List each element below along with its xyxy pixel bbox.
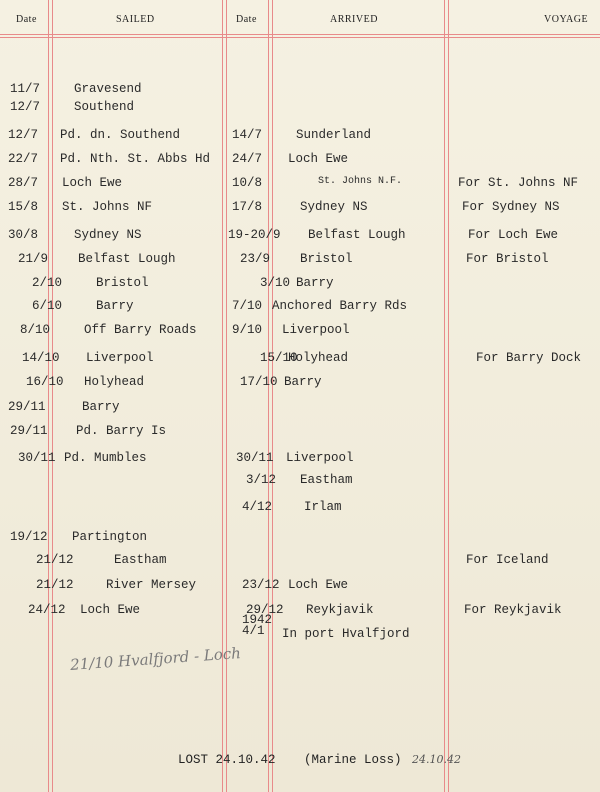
- arrived-date: 29/12: [246, 603, 284, 617]
- header-rule: [0, 37, 600, 38]
- handwritten-note: 21/10 Hvalfjord - Loch: [69, 644, 242, 674]
- lost-stamp: LOST 24.10.42: [178, 753, 276, 767]
- sailed-date: 16/10: [26, 375, 64, 389]
- sailed-place: St. Johns NF: [62, 200, 153, 214]
- sailed-place: Pd. dn. Southend: [60, 128, 181, 142]
- arrived-place: Reykjavik: [306, 603, 374, 617]
- marine-loss-label: (Marine Loss): [304, 753, 402, 767]
- arrived-place: Liverpool: [286, 451, 354, 465]
- rule-line: [444, 0, 445, 792]
- voyage-note: For Loch Ewe: [468, 228, 559, 242]
- header-sailed: SAILED: [116, 14, 155, 25]
- rule-line: [52, 0, 53, 792]
- sailed-place: Bristol: [96, 276, 149, 290]
- rule-line: [268, 0, 269, 792]
- arrived-date: 3/12: [246, 473, 277, 487]
- arrived-place: Sydney NS: [300, 200, 368, 214]
- voyage-note: For Sydney NS: [462, 200, 560, 214]
- arrived-place: Bristol: [300, 252, 353, 266]
- sailed-date: 6/10: [32, 299, 63, 313]
- arrived-date: 1942 4/1: [242, 613, 273, 638]
- sailed-place: Loch Ewe: [80, 603, 141, 617]
- sailed-place: Gravesend: [74, 82, 142, 96]
- sailed-date: 29/11: [10, 424, 48, 438]
- sailed-date: 12/7: [10, 100, 41, 114]
- sailed-date: 12/7: [8, 128, 39, 142]
- sailed-place: Sydney NS: [74, 228, 142, 242]
- arrived-date: 23/9: [240, 252, 271, 266]
- arrived-date: 9/10: [232, 323, 263, 337]
- arrived-date: 17/8: [232, 200, 263, 214]
- header-date-arrived: Date: [236, 14, 257, 25]
- arrived-place: Eastham: [300, 473, 353, 487]
- sailed-date: 14/10: [22, 351, 60, 365]
- arrived-date: 30/11: [236, 451, 274, 465]
- sailed-place: Belfast Lough: [78, 252, 176, 266]
- sailed-date: 22/7: [8, 152, 39, 166]
- rule-line: [226, 0, 227, 792]
- sailed-date: 28/7: [8, 176, 39, 190]
- rule-line: [48, 0, 49, 792]
- header-date-sailed: Date: [16, 14, 37, 25]
- arrived-date: 19-20/9: [228, 228, 281, 242]
- sailed-date: 19/12: [10, 530, 48, 544]
- voyage-note: For Iceland: [466, 553, 549, 567]
- sailed-place: Eastham: [114, 553, 167, 567]
- arrived-place: Barry: [284, 375, 322, 389]
- arrived-place: Loch Ewe: [288, 152, 349, 166]
- sailed-date: 15/8: [8, 200, 39, 214]
- arrived-place: Barry: [296, 276, 334, 290]
- arrived-place: Anchored Barry Rds: [272, 299, 408, 313]
- header-voyage: VOYAGE: [544, 14, 589, 25]
- sailed-place: Partington: [72, 530, 148, 544]
- sailed-place: Off Barry Roads: [84, 323, 197, 337]
- arrived-place: St. Johns N.F.: [318, 176, 403, 187]
- sailed-place: Pd. Mumbles: [64, 451, 147, 465]
- arrived-date: 24/7: [232, 152, 263, 166]
- arrived-date: 10/8: [232, 176, 263, 190]
- sailed-date: 21/9: [18, 252, 49, 266]
- sailed-place: Pd. Barry Is: [76, 424, 167, 438]
- sailed-place: Holyhead: [84, 375, 145, 389]
- arrived-place: Holyhead: [288, 351, 349, 365]
- arrived-date: 15/10: [260, 351, 298, 365]
- rule-line: [222, 0, 223, 792]
- rule-line: [272, 0, 273, 792]
- sailed-date: 29/11: [8, 400, 46, 414]
- voyage-note: For Bristol: [466, 252, 549, 266]
- arrived-place: Liverpool: [282, 323, 350, 337]
- header-arrived: ARRIVED: [330, 14, 378, 25]
- voyage-note: For Barry Dock: [476, 351, 582, 365]
- arrived-place: Sunderland: [296, 128, 372, 142]
- sailed-date: 24/12: [28, 603, 66, 617]
- voyage-note: For St. Johns NF: [458, 176, 579, 190]
- arrived-place: In port Hvalfjord: [282, 627, 410, 641]
- sailed-place: Southend: [74, 100, 135, 114]
- sailed-date: 21/12: [36, 578, 74, 592]
- arrived-date: 7/10: [232, 299, 263, 313]
- voyage-note: For Reykjavik: [464, 603, 562, 617]
- sailed-date: 30/11: [18, 451, 56, 465]
- sailed-place: Liverpool: [86, 351, 154, 365]
- arrived-date: 3/10: [260, 276, 291, 290]
- arrived-place: Loch Ewe: [288, 578, 349, 592]
- sailed-place: Loch Ewe: [62, 176, 123, 190]
- handwritten-date: 24.10.42: [412, 753, 461, 766]
- arrived-date: 23/12: [242, 578, 280, 592]
- arrived-date: 17/10: [240, 375, 278, 389]
- rule-line: [448, 0, 449, 792]
- sailed-date: 30/8: [8, 228, 39, 242]
- sailed-date: 21/12: [36, 553, 74, 567]
- header-rule: [0, 34, 600, 35]
- sailed-place: Pd. Nth. St. Abbs Hd: [60, 152, 211, 166]
- sailed-date: 11/7: [10, 82, 41, 96]
- arrived-date: 4/12: [242, 500, 273, 514]
- sailed-place: Barry: [96, 299, 134, 313]
- sailed-date: 8/10: [20, 323, 51, 337]
- arrived-place: Irlam: [304, 500, 342, 514]
- sailed-place: River Mersey: [106, 578, 197, 592]
- sailed-place: Barry: [82, 400, 120, 414]
- sailed-date: 2/10: [32, 276, 63, 290]
- arrived-place: Belfast Lough: [308, 228, 406, 242]
- arrived-date: 14/7: [232, 128, 263, 142]
